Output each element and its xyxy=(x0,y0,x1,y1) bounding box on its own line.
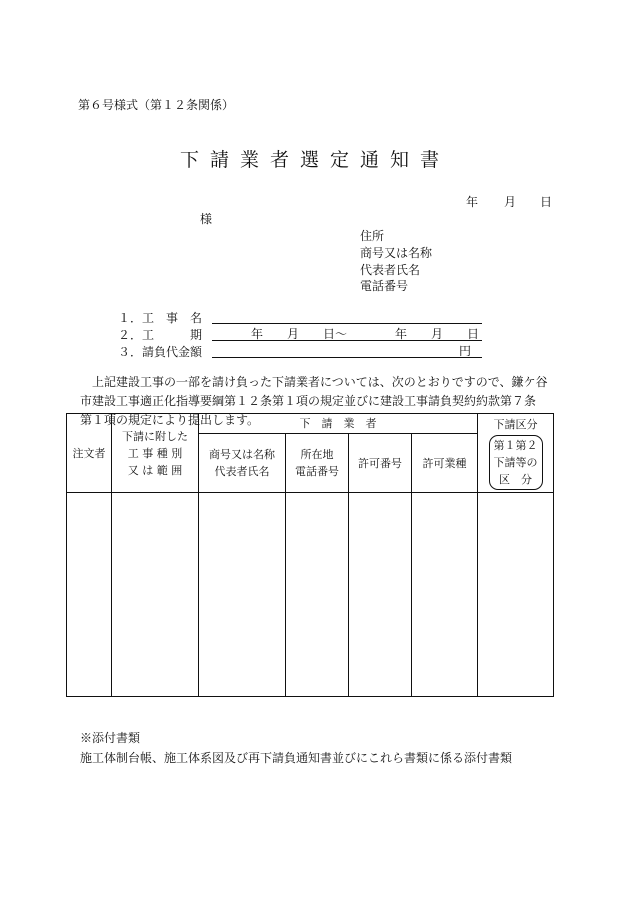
cell-category xyxy=(478,493,554,697)
body-line-2: 市建設工事適正化指導要綱第１２条第１項の規定並びに建設工事請負契約約款第７条 xyxy=(80,394,537,408)
sender-phone-label: 電話番号 xyxy=(360,279,409,293)
header-client: 注文者 xyxy=(67,414,112,493)
header-category-sub-3: 区 分 xyxy=(499,473,532,486)
header-category xyxy=(478,414,554,493)
header-location-line-2: 電話番号 xyxy=(295,465,339,478)
header-subcontractor-group: 下 請 業 者 xyxy=(199,414,478,434)
subcontractor-table xyxy=(66,413,554,697)
cell-client xyxy=(67,493,112,697)
header-scope-line-2: 工 事 種 別 xyxy=(127,446,183,460)
sender-company-label: 商号又は名称 xyxy=(360,246,433,260)
item-amount-unit: 円 xyxy=(459,344,472,358)
header-name xyxy=(199,434,286,493)
item-construction-name-label: １．工 事 名 xyxy=(118,311,203,325)
item-period-line xyxy=(212,339,482,341)
header-permit-type: 許可業種 xyxy=(412,434,478,493)
sender-representative-label: 代表者氏名 xyxy=(360,263,421,277)
cell-name xyxy=(199,493,286,697)
header-scope-line-3: 又 は 範 囲 xyxy=(127,463,183,477)
body-line-1: 上記建設工事の一部を請け負った下請業者については、次のとおりですので、鎌ケ谷 xyxy=(92,375,548,389)
header-category-sub-2: 下請等の xyxy=(493,456,538,469)
form-number: 第６号様式（第１２条関係） xyxy=(78,98,235,112)
item-amount-label: ３．請負代金額 xyxy=(118,345,203,359)
cell-scope xyxy=(112,493,199,697)
header-scope xyxy=(112,414,199,493)
header-category-label: 下請区分 xyxy=(493,418,538,431)
item-period-label: ２．工 期 xyxy=(118,328,203,342)
item-period-value: 年 月 日～ 年 月 日 xyxy=(251,327,480,341)
item-construction-name-line xyxy=(212,322,482,324)
header-name-line-1: 商号又は名称 xyxy=(209,448,275,461)
addressee-suffix: 様 xyxy=(200,212,213,226)
attachments-heading: ※添付書類 xyxy=(80,731,141,745)
header-name-line-2: 代表者氏名 xyxy=(214,465,270,478)
attachments-text: 施工体制台帳、施工体系図及び再下請負通知書並びにこれら書類に係る添付書類 xyxy=(80,751,513,765)
date-month: 月 xyxy=(504,195,517,209)
table-row xyxy=(67,493,554,697)
header-location-line-1: 所在地 xyxy=(300,448,334,461)
item-amount-line xyxy=(212,356,482,358)
cell-location xyxy=(286,493,349,697)
sender-address-label: 住所 xyxy=(360,229,385,243)
date-year: 年 xyxy=(466,195,479,209)
body-line-3: 第１項の規定により提出します。 xyxy=(80,413,260,427)
document-title: 下請業者選定通知書 xyxy=(179,149,450,171)
header-permit-number: 許可番号 xyxy=(349,434,412,493)
cell-permit-number xyxy=(349,493,412,697)
header-category-bracket xyxy=(489,435,543,490)
header-category-sub-1: 第１第２ xyxy=(493,439,538,452)
date-day: 日 xyxy=(540,195,553,209)
cell-permit-type xyxy=(412,493,478,697)
header-scope-line-1: 下請に附した xyxy=(122,429,188,443)
header-location xyxy=(286,434,349,493)
